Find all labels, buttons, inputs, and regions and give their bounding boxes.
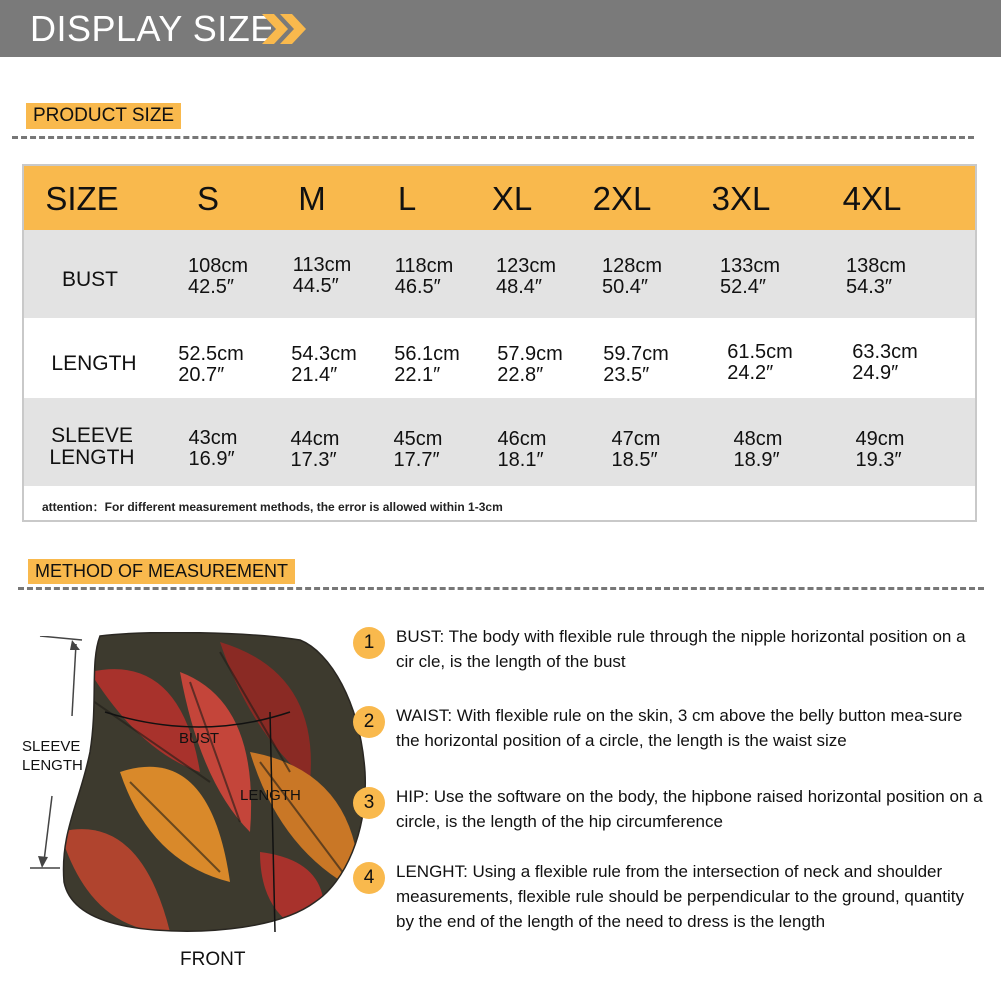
table-cell: 118cm 46.5″	[394, 255, 454, 298]
table-cell: 44cm 17.3″	[290, 428, 340, 471]
table-cell: 57.9cm 22.8″	[497, 343, 563, 386]
size-table-header	[24, 166, 975, 230]
row-label-sleeve-length: SLEEVE LENGTH	[49, 424, 135, 469]
table-row-length	[24, 318, 975, 398]
table-cell: 48cm 18.9″	[733, 428, 783, 471]
header-xl: XL	[491, 180, 533, 217]
attention-note: attention：For different measurement methods, the error is allowed within 1-3cm	[42, 500, 503, 514]
table-cell: 61.5cm 24.2″	[727, 341, 793, 384]
header-3xl: 3XL	[711, 180, 771, 217]
row-label-bust: BUST	[61, 268, 119, 291]
front-label: FRONT	[180, 949, 246, 970]
table-cell: 46cm 18.1″	[497, 428, 547, 471]
step-number: 3	[353, 787, 385, 819]
table-cell: 49cm 19.3″	[855, 428, 905, 471]
step-number: 2	[353, 706, 385, 738]
table-cell: 45cm 17.7″	[393, 428, 443, 471]
bust-label: BUST	[179, 730, 220, 747]
header-size: SIZE	[45, 180, 119, 217]
product-size-label: PRODUCT SIZE	[26, 103, 181, 129]
table-cell: 133cm 52.4″	[719, 255, 781, 298]
table-cell: 128cm 50.4″	[601, 255, 663, 298]
step-text: BUST: The body with flexible rule through the nipple horizontal position on a cir cle, is the length of the bust	[396, 627, 966, 671]
step-number: 4	[353, 862, 385, 894]
table-row-bust	[24, 230, 975, 318]
method-label: METHOD OF MEASUREMENT	[28, 559, 295, 584]
double-chevron-right-icon	[262, 14, 308, 44]
garment-diagram	[60, 632, 370, 937]
table-cell: 54.3cm 21.4″	[291, 343, 357, 386]
header-s: S	[196, 180, 220, 217]
header-l: L	[397, 180, 417, 217]
display-size-banner	[0, 0, 1001, 57]
table-cell: 63.3cm 24.9″	[852, 341, 918, 384]
section-divider	[18, 587, 984, 590]
length-label: LENGTH	[240, 787, 301, 804]
row-label-length: LENGTH	[51, 352, 137, 375]
step-text: WAIST: With flexible rule on the skin, 3 cm above the belly button mea-sure the horizontal position of a circle, the length is the waist size	[396, 706, 963, 750]
table-cell: 43cm 16.9″	[188, 427, 238, 470]
step-text: HIP: Use the software on the body, the hipbone raised horizontal position on a circle, is the length of the hip circumference	[396, 787, 983, 831]
header-4xl: 4XL	[842, 180, 902, 217]
header-m: M	[298, 180, 326, 217]
step-number: 1	[353, 627, 385, 659]
table-cell: 59.7cm 23.5″	[603, 343, 669, 386]
table-row-sleeve-length	[24, 398, 975, 486]
table-cell: 52.5cm 20.7″	[178, 343, 244, 386]
garment-print	[60, 632, 370, 937]
table-cell: 108cm 42.5″	[187, 255, 249, 298]
table-cell: 113cm 44.5″	[292, 254, 352, 297]
header-2xl: 2XL	[592, 180, 652, 217]
step-text: LENGHT: Using a flexible rule from the intersection of neck and shoulder measurements, flexible rule should be perpendicular to the ground, quantity by the end of the length of the need to dress is the length	[396, 862, 964, 931]
table-cell: 56.1cm 22.1″	[394, 343, 460, 386]
table-cell: 123cm 48.4″	[495, 255, 557, 298]
table-cell: 138cm 54.3″	[845, 255, 907, 298]
sleeve-length-label: SLEEVE LENGTH	[22, 738, 83, 774]
banner-title: DISPLAY SIZE	[30, 8, 275, 49]
section-divider	[12, 136, 974, 139]
size-table	[22, 164, 977, 522]
table-cell: 47cm 18.5″	[611, 428, 661, 471]
